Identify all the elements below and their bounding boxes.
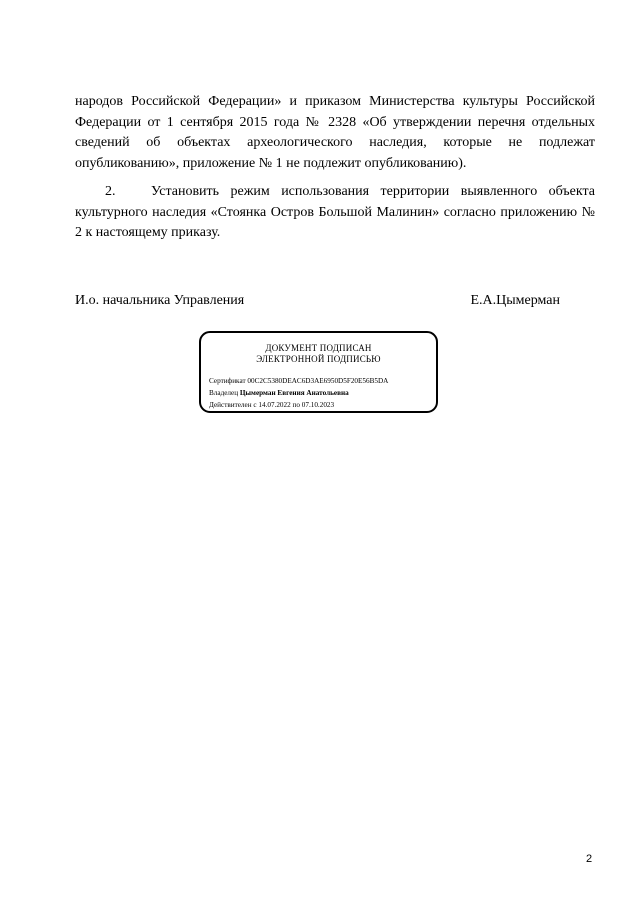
stamp-title [201, 343, 436, 365]
stamp-title-line-1: ДОКУМЕНТ ПОДПИСАН [265, 343, 372, 353]
stamp-owner [209, 388, 349, 398]
paragraph-item-2 [75, 182, 595, 244]
paragraph-continuation: народов Российской Федерации» и приказом Министерства культуры Российской Федерации от 1 сентября 2015 года № 2328 «Об утверждении перечня отдельных сведений об объектах археологического наследия, которые не подлежат опубликованию», приложение № 1 не подлежит опубликованию). [75, 94, 595, 171]
page-number: 2 [586, 853, 593, 865]
electronic-signature-stamp [199, 331, 438, 413]
item-number: 2. [105, 184, 116, 199]
valid-from: 14.07.2022 [258, 401, 291, 409]
stamp-certificate [209, 376, 388, 386]
valid-label: Действителен [209, 401, 252, 409]
signatory-name: Е.А.Цымерман [470, 293, 560, 308]
item-text: Установить режим использования территории выявленного объекта культурного наследия «Стоянка Остров Большой Малинин» согласно приложению № 2 к настоящему приказу. [75, 184, 595, 240]
owner-label: Владелец [209, 389, 239, 397]
certificate-value: 00C2C5380DEAC6D3AE6950D5F20E56B5DA [247, 377, 389, 385]
signatory-position: И.о. начальника Управления [75, 293, 245, 308]
valid-to: 07.10.2023 [301, 401, 335, 409]
owner-value: Цымерман Евгения Анатольевна [239, 389, 349, 397]
stamp-validity [209, 400, 334, 410]
stamp-title-line-2: ЭЛЕКТРОННОЙ ПОДПИСЬЮ [256, 354, 381, 364]
valid-from-label: с [253, 401, 257, 409]
valid-to-label: по [292, 401, 300, 409]
certificate-label: Сертификат [209, 377, 246, 385]
